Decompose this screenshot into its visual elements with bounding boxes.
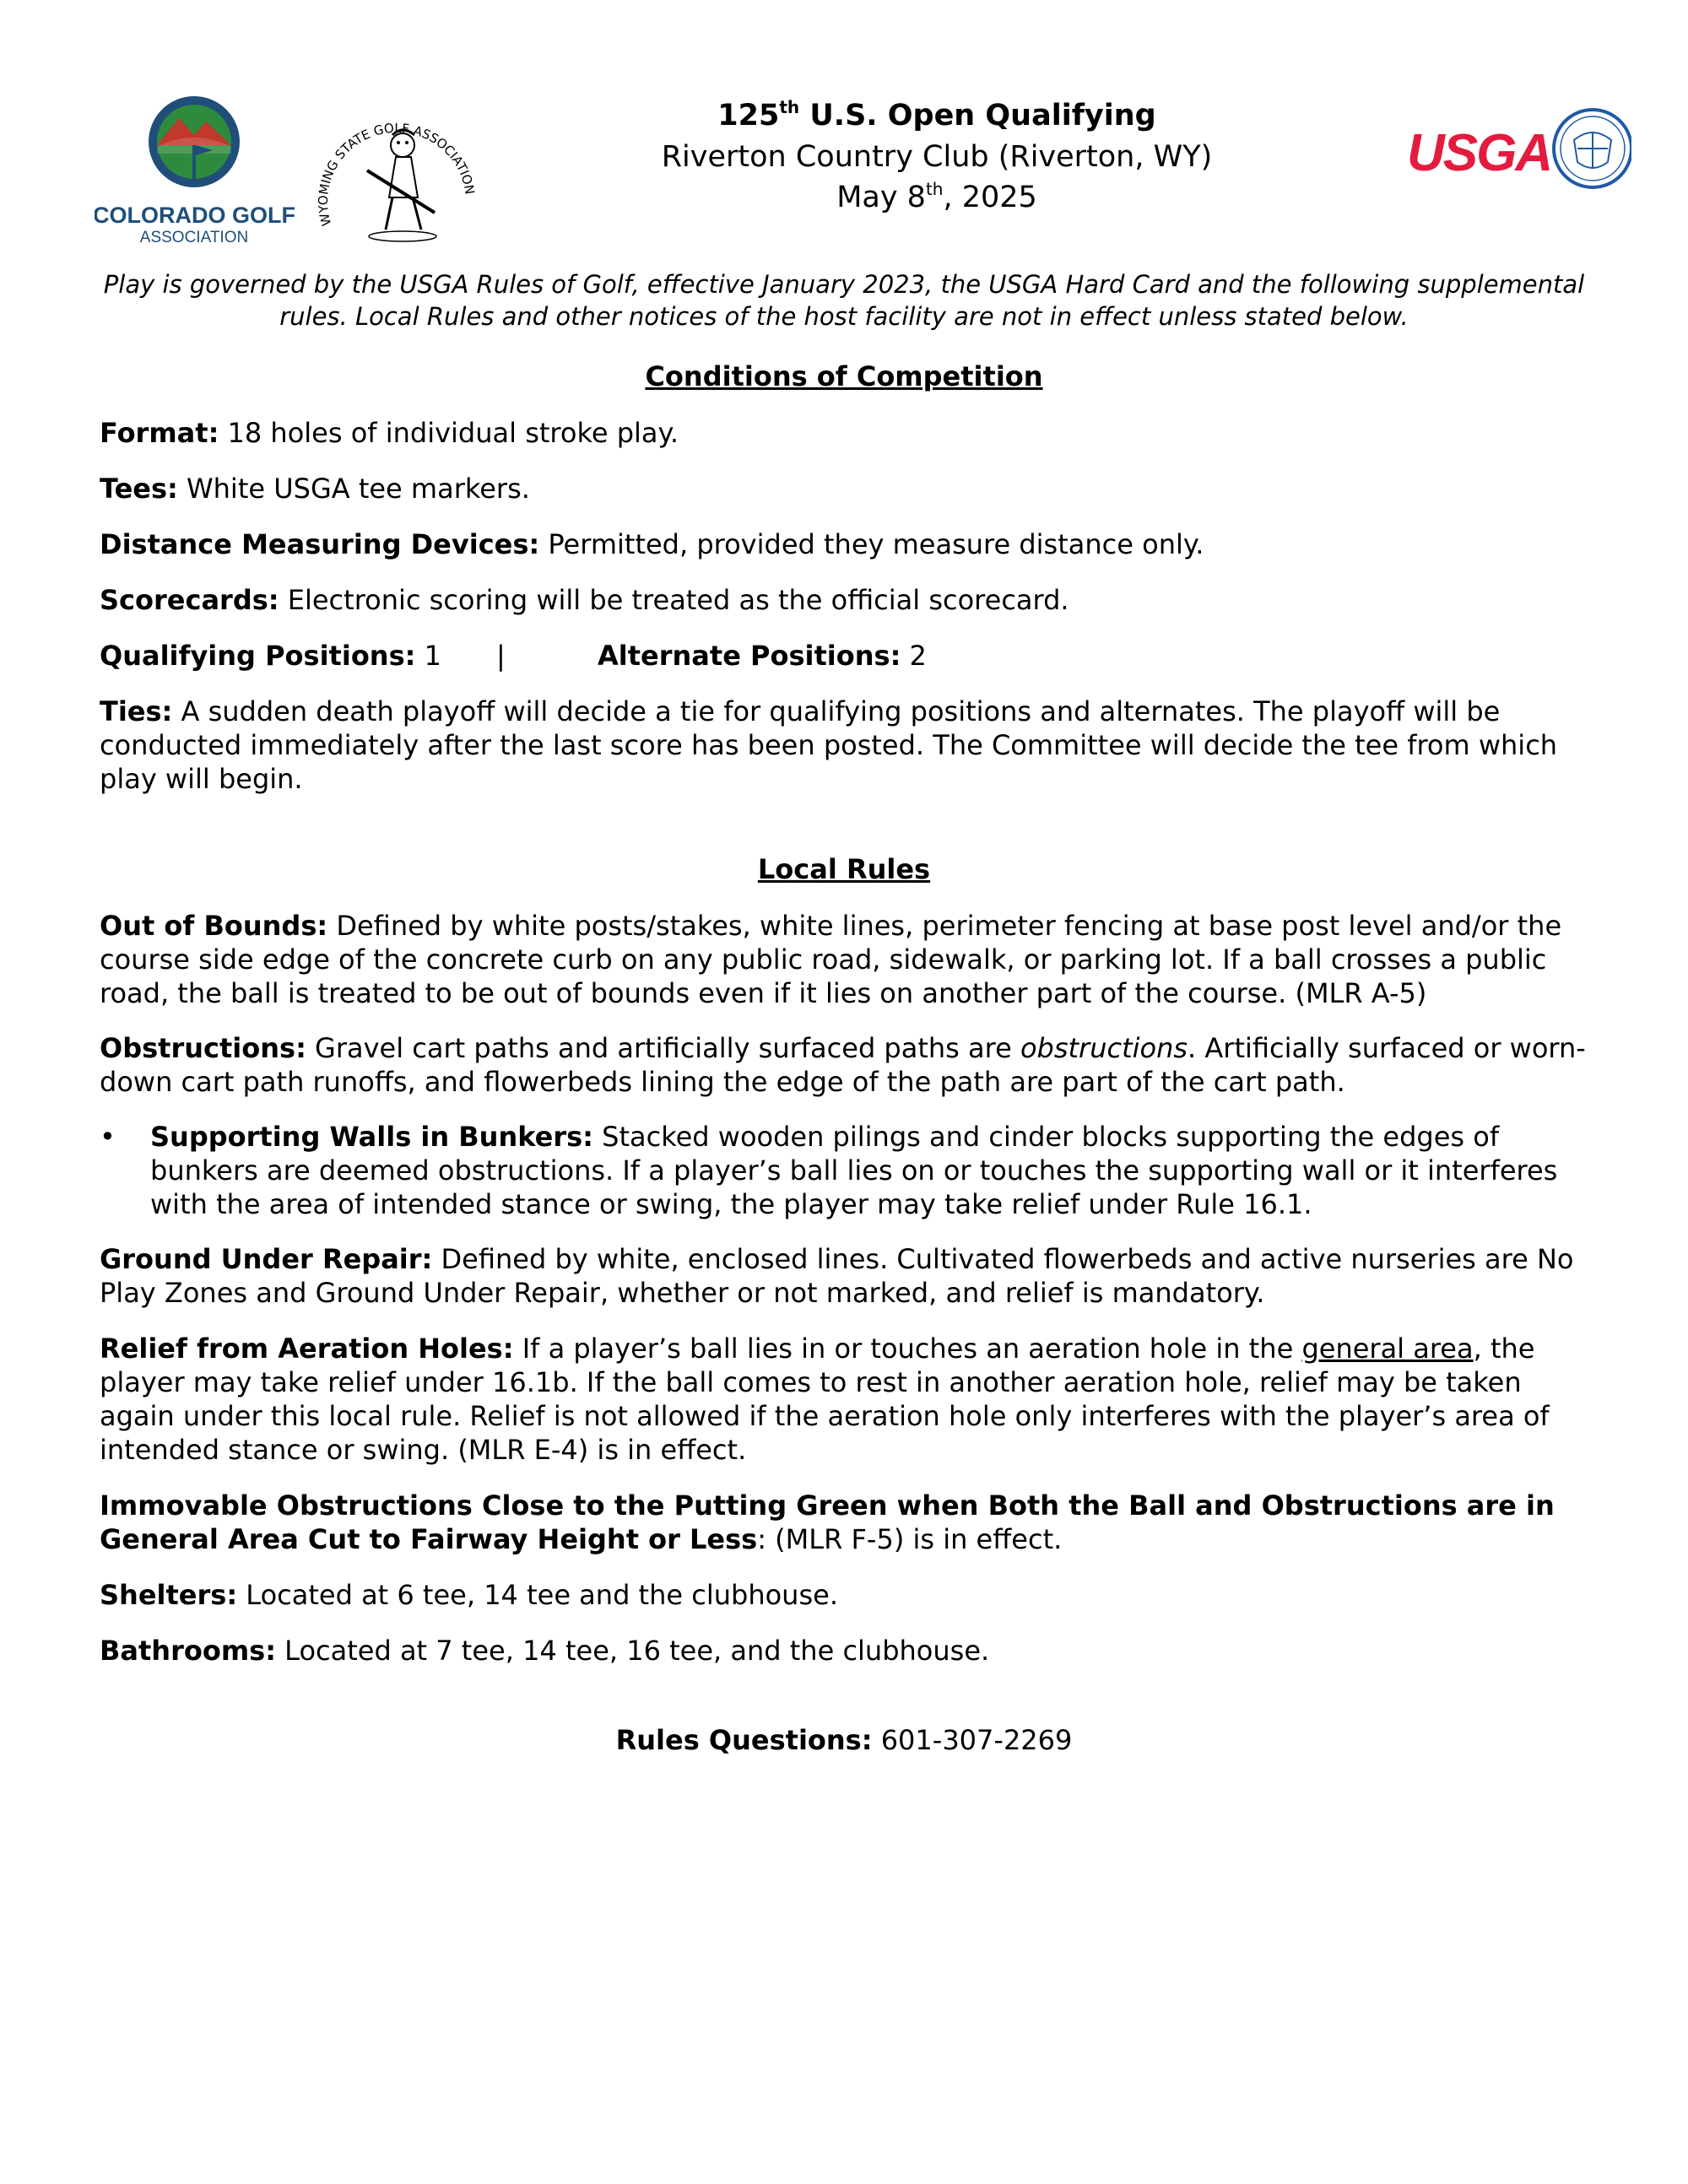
cga-name-text: COLORADO GOLF	[95, 203, 295, 228]
obstructions-item: Obstructions: Gravel cart paths and artificially surfaced paths are obstructions. Artificially surfaced or worn-down cart path runoffs, and flowerbeds lining the edge of the path are part of the cart path.	[100, 1032, 1586, 1098]
usga-wordmark: USGA	[1407, 124, 1552, 182]
cga-association-text: ASSOCIATION	[139, 229, 249, 246]
intro-paragraph: Play is governed by the USGA Rules of Golf, effective January 2023, the USGA Hard Card and the following supplemental rules. Local Rules and other notices of the host facility are not in effect unless stated below.	[103, 270, 1585, 331]
out-of-bounds-item: Out of Bounds: Defined by white posts/stakes, white lines, perimeter fencing at base post level and/or the course side edge of the concrete curb on any public road, sidewalk, or parking lot. If a ball crosses a public road, the ball is treated to be out of bounds even if it lies on another part of the course. (MLR A-5)	[100, 910, 1562, 1009]
bathrooms-item: Bathrooms: Located at 7 tee, 14 tee, 16 tee, and the clubhouse.	[100, 1635, 990, 1667]
supporting-walls-item: • Supporting Walls in Bunkers: Stacked wooden pilings and cinder blocks supporting the edges of bunkers are deemed obstructions. If a player’s ball lies on or touches the supporting wall or it interferes with the area of intended stance or swing, the player may take relief under Rule 16.1.	[100, 1121, 1558, 1220]
event-date: May 8th, 2025	[836, 179, 1037, 214]
alternate-count: 2	[909, 640, 927, 672]
positions-separator: |	[496, 640, 506, 672]
aeration-holes-item: Relief from Aeration Holes: If a player’s ball lies in or touches an aeration hole in the general area, the player may take relief under 16.1b. If the ball comes to rest in another aeration hole, relief may be taken again under this local rule. Relief is not allowed if the aeration hole only interferes with the player’s area of intended stance or swing. (MLR E-4) is in effect.	[100, 1333, 1550, 1466]
dmd-item: Distance Measuring Devices: Permitted, provided they measure distance only.	[100, 528, 1204, 560]
document-header	[473, 95, 1401, 218]
wyoming-state-golf-association-logo	[308, 103, 485, 255]
ties-item: Ties: A sudden death playoff will decide a tie for qualifying positions and alternates. The playoff will be conducted immediately after the last score has been posted. The Committee will decide the tee from which play will begin.	[100, 695, 1558, 795]
format-item: Format: 18 holes of individual stroke play.	[100, 417, 679, 449]
immovable-obstructions-item: Immovable Obstructions Close to the Putting Green when Both the Ball and Obstructions are in General Area Cut to Fairway Height or Less: (MLR F-5) is in effect.	[100, 1489, 1555, 1555]
rules-questions: Rules Questions: 601-307-2269	[615, 1724, 1073, 1756]
general-area-term: general area	[1301, 1333, 1474, 1365]
venue-line: Riverton Country Club (Riverton, WY)	[661, 140, 1213, 174]
usga-logo	[1405, 100, 1631, 201]
bullet-marker: •	[100, 1121, 116, 1153]
scorecards-item: Scorecards: Electronic scoring will be treated as the official scorecard.	[100, 584, 1069, 616]
positions-item: Qualifying Positions: 1 | Alternate Positions: 2	[100, 640, 927, 672]
wsga-arc-text: WYOMING STATE GOLF ASSOCIATION	[315, 120, 478, 228]
tees-item: Tees: White USGA tee markers.	[100, 473, 530, 505]
local-rules-heading: Local Rules	[757, 853, 931, 885]
event-title: 125th U.S. Open Qualifying	[717, 97, 1156, 132]
conditions-heading: Conditions of Competition	[645, 360, 1043, 392]
colorado-golf-association-logo	[95, 95, 306, 246]
shelters-item: Shelters: Located at 6 tee, 14 tee and the clubhouse.	[100, 1579, 838, 1611]
rules-phone: 601-307-2269	[872, 1724, 1073, 1756]
qualifying-count: 1	[424, 640, 441, 672]
ground-under-repair-item: Ground Under Repair: Defined by white, enclosed lines. Cultivated flowerbeds and active nurseries are No Play Zones and Ground Under Repair, whether or not marked, and relief is mandatory.	[100, 1243, 1574, 1309]
svg-text:WYOMING STATE GOLF ASSOCIATION	[316, 121, 478, 228]
